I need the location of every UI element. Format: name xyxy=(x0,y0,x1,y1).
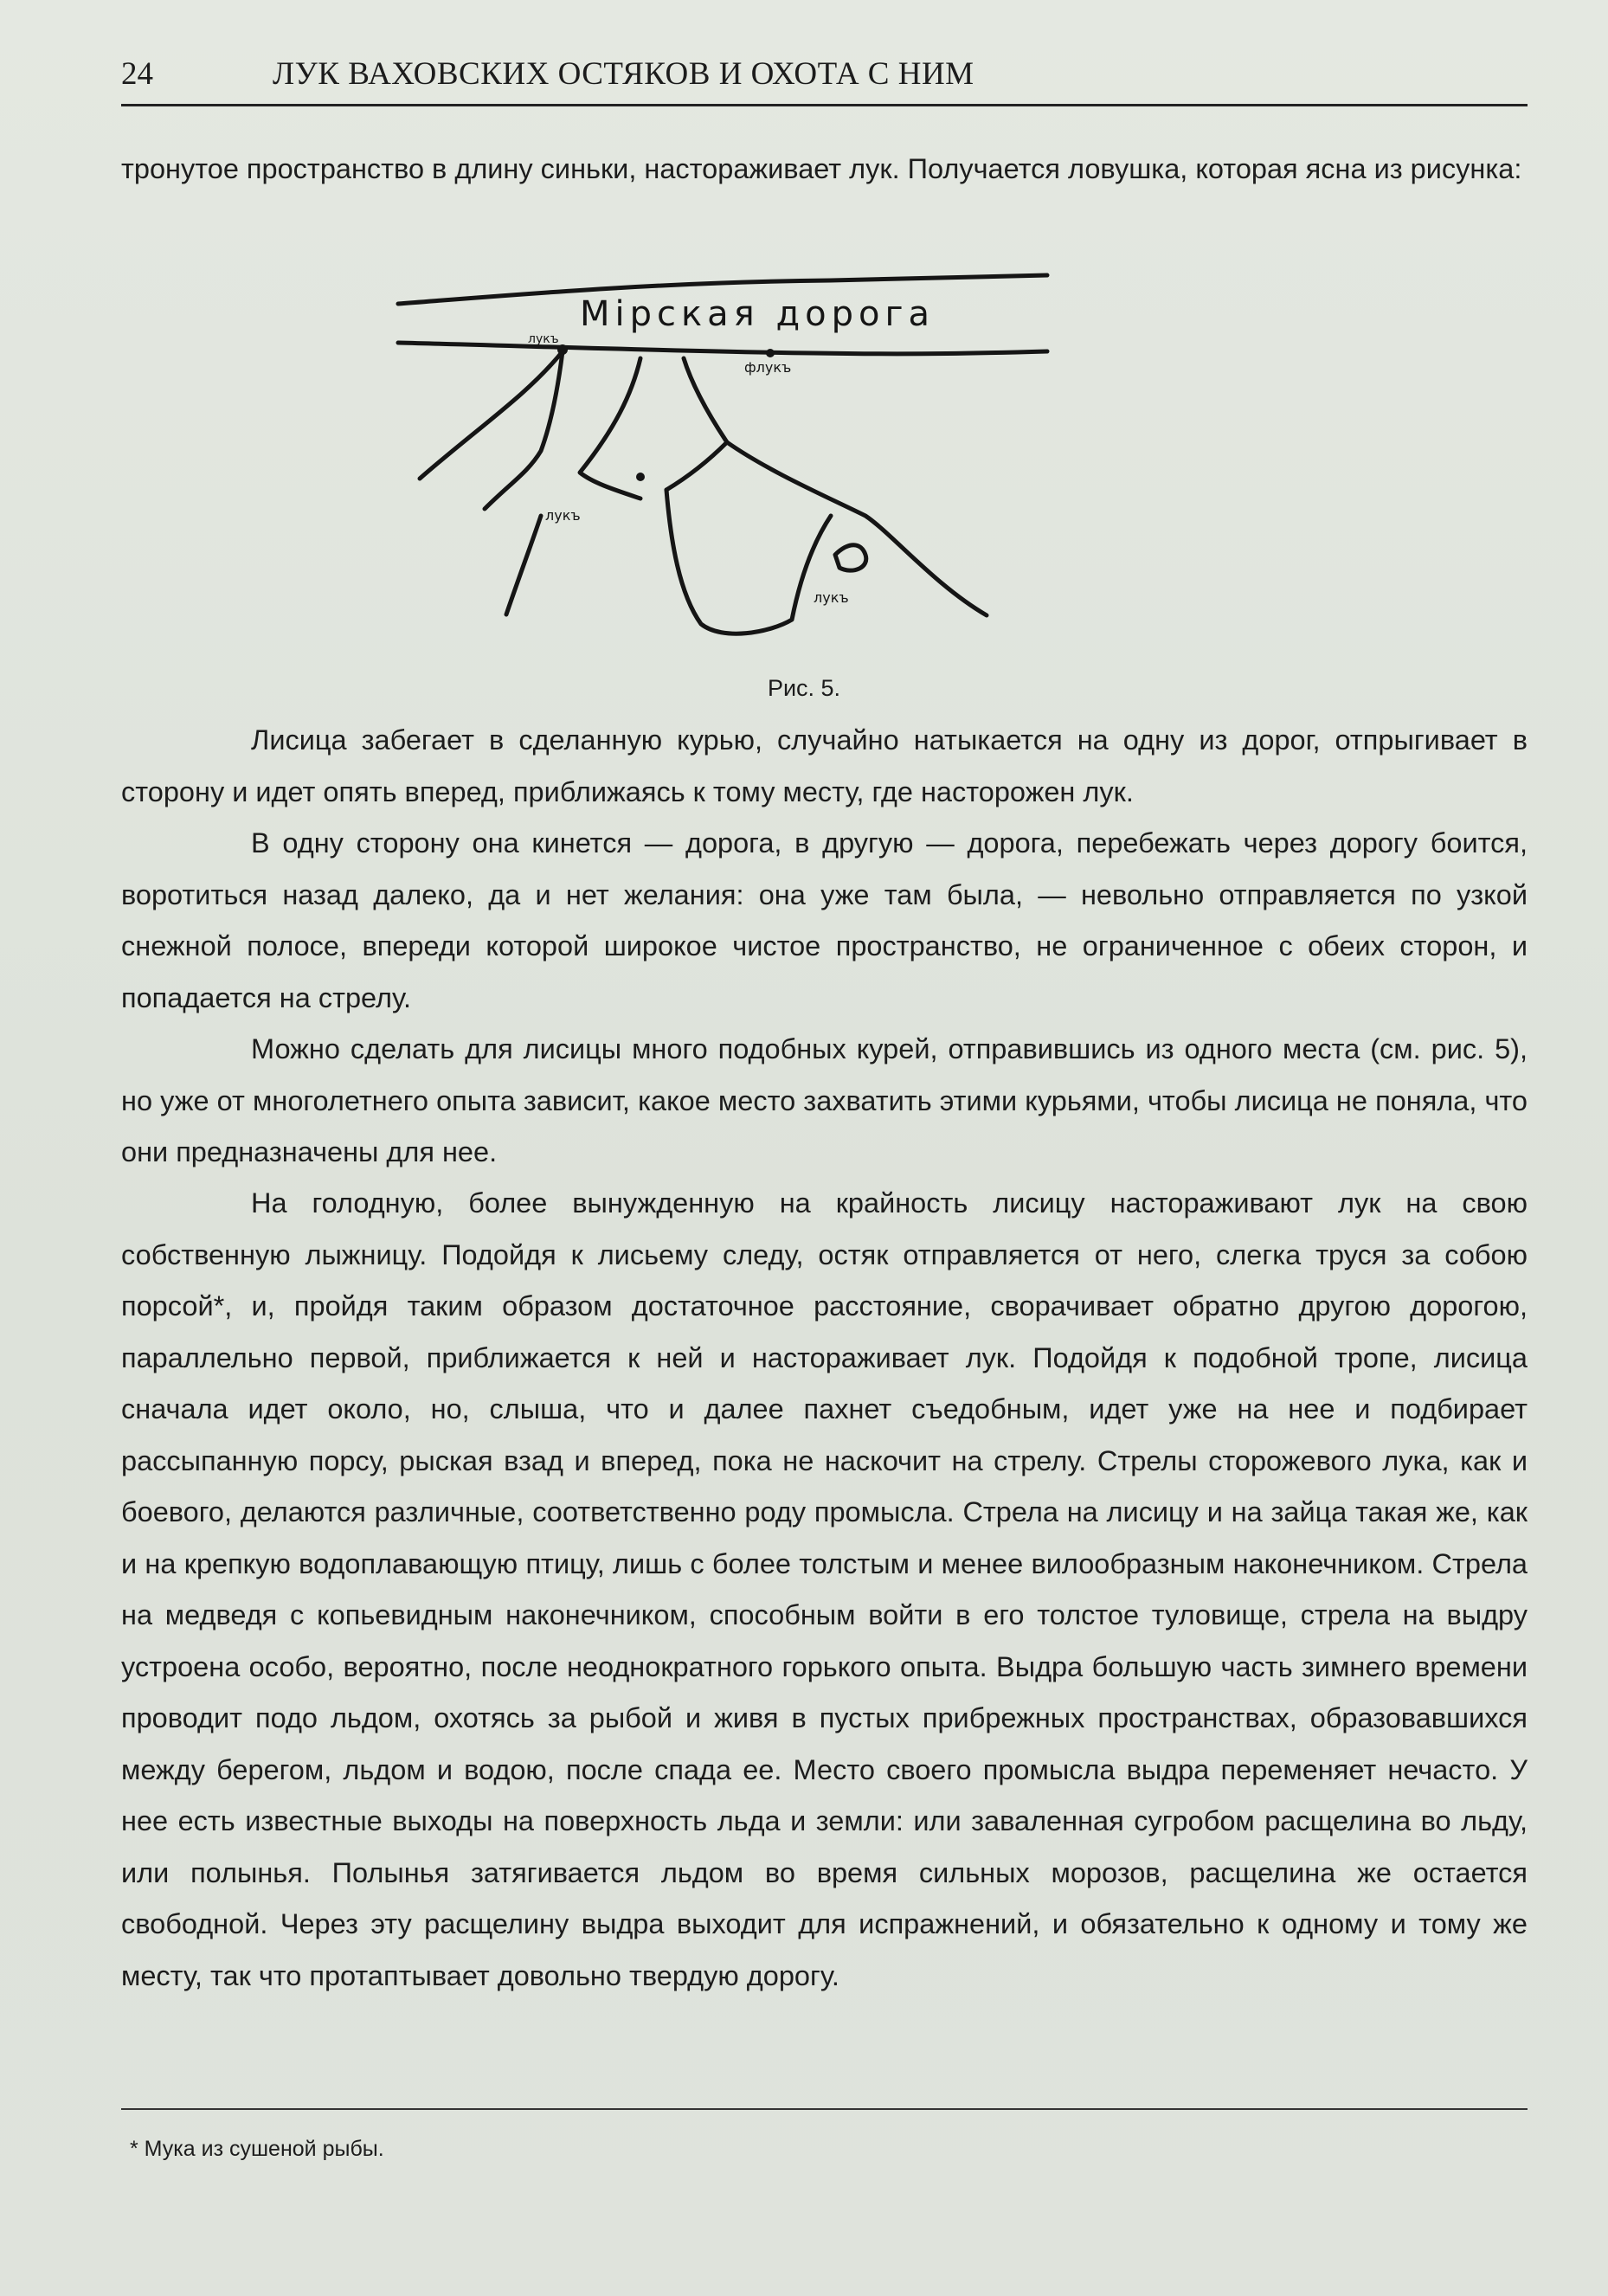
figure-5-sketch xyxy=(381,256,1056,680)
path-center-right xyxy=(666,358,727,490)
trap-label-left: лукъ xyxy=(528,332,559,346)
path-middle-curve xyxy=(506,516,541,614)
figure-caption: Рис. 5. xyxy=(767,675,841,701)
path-center-left xyxy=(580,358,640,498)
footnote-divider xyxy=(121,2108,1528,2110)
path-bottom-curve xyxy=(666,490,831,633)
trap-marker-right xyxy=(766,349,775,357)
path-left-branch xyxy=(420,351,563,479)
page-number: 24 xyxy=(121,56,153,92)
trap-bottom-right xyxy=(835,545,866,570)
path-left-inner xyxy=(485,351,563,509)
intro-paragraph: тронутое пространство в длину синьки, настораживает лук. Получается ловушка, которая ясна из рисунка: xyxy=(121,153,1522,184)
road-lower-line xyxy=(398,343,1047,354)
footnote: * Мука из сушеной рыбы. xyxy=(130,2137,384,2161)
trap-label-right: флукъ xyxy=(744,359,792,376)
paragraph: Лисица забегает в сделанную курью, случайно натыкается на одну из дорог, отпрыгивает в сторону и идет опять вперед, приближаясь к тому месту, где насторожен лук. xyxy=(121,724,1528,807)
paragraph: В одну сторону она кинется — дорога, в другую — дорога, перебежать через дорогу боится, воротиться назад далеко, да и нет желания: она уже там была, — невольно отправляется по узкой снежной полосе, впереди которой широкое чистое пространство, не ограниченное с обеих сторон, и попадается на стрелу. xyxy=(121,827,1528,1013)
running-title: ЛУК ВАХОВСКИХ ОСТЯКОВ И ОХОТА С НИМ xyxy=(273,56,974,92)
trap-marker-middle xyxy=(636,473,645,481)
trap-label-middle: лукъ xyxy=(545,507,581,524)
paragraph: Можно сделать для лисицы много подобных курей, отправившись из одного места (см. рис. 5), но уже от многолетнего опыта зависит, какое место захватить этими курьями, чтобы лисица не поняла, что они предназначены для нее. xyxy=(121,1033,1528,1167)
paragraph: На голодную, более вынужденную на крайность лисицу настораживают лук на свою собственную лыжницу. Подойдя к лисьему следу, остяк отправляется от него, слегка труся за собою порсой*, и, пройдя таким образом достаточное расстояние, сворачивает обратно другою дорогою, параллельно первой, приближается к ней и настораживает лук. Подойдя к подобной тропе, лисица сначала идет около, но, слыша, что и далее пахнет съедобным, идет уже на нее и подбирает рассыпанную порсу, рыская взад и вперед, пока не наскочит на стрелу. Стрелы сторожевого лука, как и боевого, делаются различные, соответственно роду промысла. Стрела на лисицу и на зайца такая же, как и на крепкую водоплавающую птицу, лишь с более толстым и менее вилообразным наконечником. Стрела на медведя с копьевидным наконечником, способным войти в его толстое туловище, стрела на выдру устроена особо, вероятно, после неоднократного горького опыта. Выдра большую часть зимнего времени проводит подо льдом, охотясь за рыбой и живя в пустых прибрежных пространствах, образовавшихся между берегом, льдом и водою, после спада ее. Место своего промысла выдра переменяет нечасто. У нее есть известные выходы на поверхность льда и земли: или заваленная сугробом расщелина во льду, или полынья. Полынья затягивается льдом во время сильных морозов, расщелина же остается свободной. Через эту расщелину выдра выходит для испражнений, и обязательно к одному и тому же месту, так что протаптывает довольно твердую дорогу. xyxy=(121,1187,1528,1991)
road-label: Мірская дорога xyxy=(580,294,935,334)
trap-marker-left xyxy=(557,344,568,355)
page-header xyxy=(121,54,1528,106)
path-right-loop xyxy=(727,442,987,615)
trap-label-bottom: лукъ xyxy=(814,589,849,606)
